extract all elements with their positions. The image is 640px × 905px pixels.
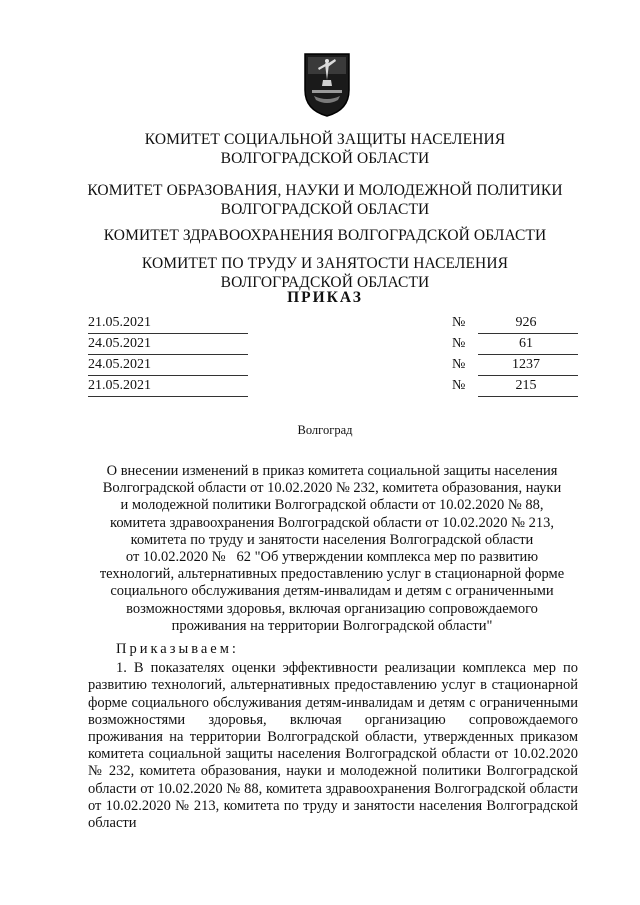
- committee-labor: [60, 254, 590, 292]
- committee-education: [60, 181, 590, 219]
- title-line: технологий, альтернативных предоставлению услуг в стационарной форме: [99, 566, 565, 583]
- committee-line: КОМИТЕТ ПО ТРУДУ И ЗАНЯТОСТИ НАСЕЛЕНИЯ: [141, 255, 509, 272]
- registration-number: 926: [515, 315, 537, 330]
- number-underline: [478, 396, 578, 397]
- registration-number: 61: [519, 336, 533, 351]
- number-sign: №: [452, 315, 466, 330]
- registration-date: 24.05.2021: [88, 357, 151, 372]
- registration-date: 21.05.2021: [88, 315, 151, 330]
- title-line: комитета по труду и занятости населения Волгоградской области: [130, 531, 534, 548]
- committee-line: КОМИТЕТ ЗДРАВООХРАНЕНИЯ ВОЛГОГРАДСКОЙ ОБЛАСТИ: [103, 227, 547, 244]
- registration-date: 21.05.2021: [88, 378, 151, 393]
- committee-line: ВОЛГОГРАДСКОЙ ОБЛАСТИ: [220, 201, 430, 218]
- order-title: [84, 463, 580, 635]
- title-line: и молодежной политики Волгоградской области от 10.02.2020 № 88,: [120, 497, 544, 514]
- date-underline: [88, 396, 248, 397]
- title-line: проживания на территории Волгоградской области": [171, 617, 493, 634]
- committee-line: КОМИТЕТ СОЦИАЛЬНОЙ ЗАЩИТЫ НАСЕЛЕНИЯ: [144, 131, 506, 148]
- document-type-heading: ПРИКАЗ: [287, 289, 363, 306]
- order-body: [88, 641, 578, 832]
- number-sign: №: [452, 357, 466, 372]
- registration-row: [88, 375, 588, 397]
- title-line: Волгоградской области от 10.02.2020 № 232, комитета образования, науки: [102, 480, 562, 497]
- registration-row: [88, 354, 588, 376]
- title-line: от 10.02.2020 № 62 "Об утверждении комплекса мер по развитию: [125, 549, 539, 566]
- order-directive-label: Приказываем:: [116, 641, 239, 657]
- registration-row: [88, 333, 588, 355]
- registration-date: 24.05.2021: [88, 336, 151, 351]
- city-label: Волгоград: [297, 423, 353, 437]
- title-line: О внесении изменений в приказ комитета социальной защиты населения: [106, 463, 558, 479]
- title-line: комитета здравоохранения Волгоградской области от 10.02.2020 № 213,: [110, 514, 554, 531]
- committee-line: ВОЛГОГРАДСКОЙ ОБЛАСТИ: [220, 274, 430, 291]
- committee-health: [60, 226, 590, 245]
- committee-social-protection: [60, 130, 590, 168]
- number-sign: №: [452, 378, 466, 393]
- committee-line: КОМИТЕТ ОБРАЗОВАНИЯ, НАУКИ И МОЛОДЕЖНОЙ ПОЛИТИКИ: [87, 182, 563, 199]
- registration-number: 1237: [512, 357, 540, 372]
- registration-row: [88, 312, 588, 334]
- title-line: возможностями здоровья, включая организацию сопровождаемого: [126, 600, 538, 617]
- committee-line: ВОЛГОГРАДСКОЙ ОБЛАСТИ: [220, 150, 430, 167]
- number-sign: №: [452, 336, 466, 351]
- coat-of-arms-icon: [302, 50, 352, 118]
- registration-number: 215: [515, 378, 537, 393]
- title-line: социального обслуживания детям-инвалидам и детям с ограниченными: [110, 583, 554, 600]
- paragraph-1: 1. В показателях оценки эффективности реализации комплекса мер по развитию технологий, альтернативных предоставлению услуг в стационарной форме социального обслуживания детям-инвалидам и детям с ограниченными возможностями здоровья, включая организацию сопровождаемого проживания на территории Волгоградской области, утвержденных приказом комитета социальной защиты населения Волгоградской области от 10.02.2020 № 232, комитета образования, науки и молодежной политики Волгоградской области от 10.02.2020 № 88, комитета здравоохранения Волгоградской области от 10.02.2020 № 213, комитета по труду и занятости населения Волгоградской области: [88, 660, 578, 832]
